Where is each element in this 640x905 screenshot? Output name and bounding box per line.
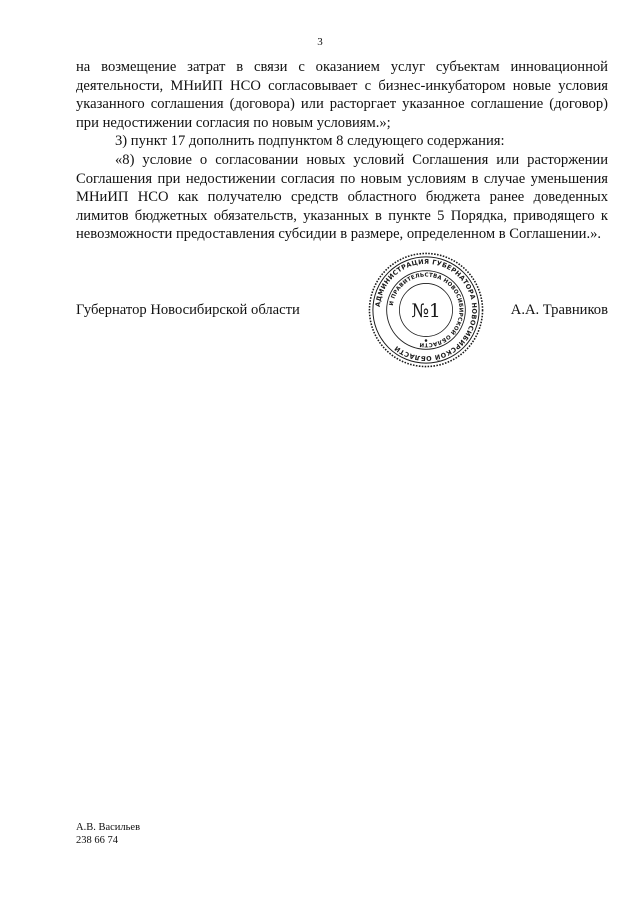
signature-block (76, 302, 608, 322)
signer-position: Губернатор Новосибирской области (76, 302, 300, 318)
paragraph-item-3: 3) пункт 17 дополнить подпунктом 8 следующего содержания: (115, 133, 505, 150)
document-body (76, 58, 608, 244)
executor-info (76, 822, 140, 847)
seal-number: №1 (411, 300, 441, 322)
official-seal (367, 251, 485, 369)
signer-name: А.А. Травников (510, 302, 608, 318)
page-number: 3 (317, 36, 323, 48)
seal-dot-icon (425, 339, 428, 342)
paragraph-continuation: на возмещение затрат в связи с оказанием услуг субъектам инновационной деятельности, МНиИП НСО согласовывает с бизнес-инкубатором новые условия указанного соглашения (договора) или расторгает указанное соглашение (договор) при недостижении согласия по новым условиям.»; (76, 59, 608, 131)
seal-outer-text: АДМИНИСТРАЦИЯ ГУБЕРНАТОРА НОВОСИБИРСКОЙ ОБЛАСТИ (373, 257, 479, 363)
seal-inner-text: И ПРАВИТЕЛЬСТВА НОВОСИБИРСКОЙ ОБЛАСТИ (388, 272, 464, 348)
executor-name: А.В. Васильев (76, 822, 141, 833)
paragraph-subitem-8: «8) условие о согласовании новых условий Соглашения или расторжении Соглашения при недостижении согласия по новым условиям в случае уменьшения МНиИП НСО как получателю средств областного бюджета ранее доведенных лимитов бюджетных обязательств, указанных в пункте 5 Порядка, приводящего к невозможности предоставления субсидии в размере, определенном в Соглашении.». (76, 151, 608, 243)
executor-phone: 238 66 74 (76, 834, 118, 846)
